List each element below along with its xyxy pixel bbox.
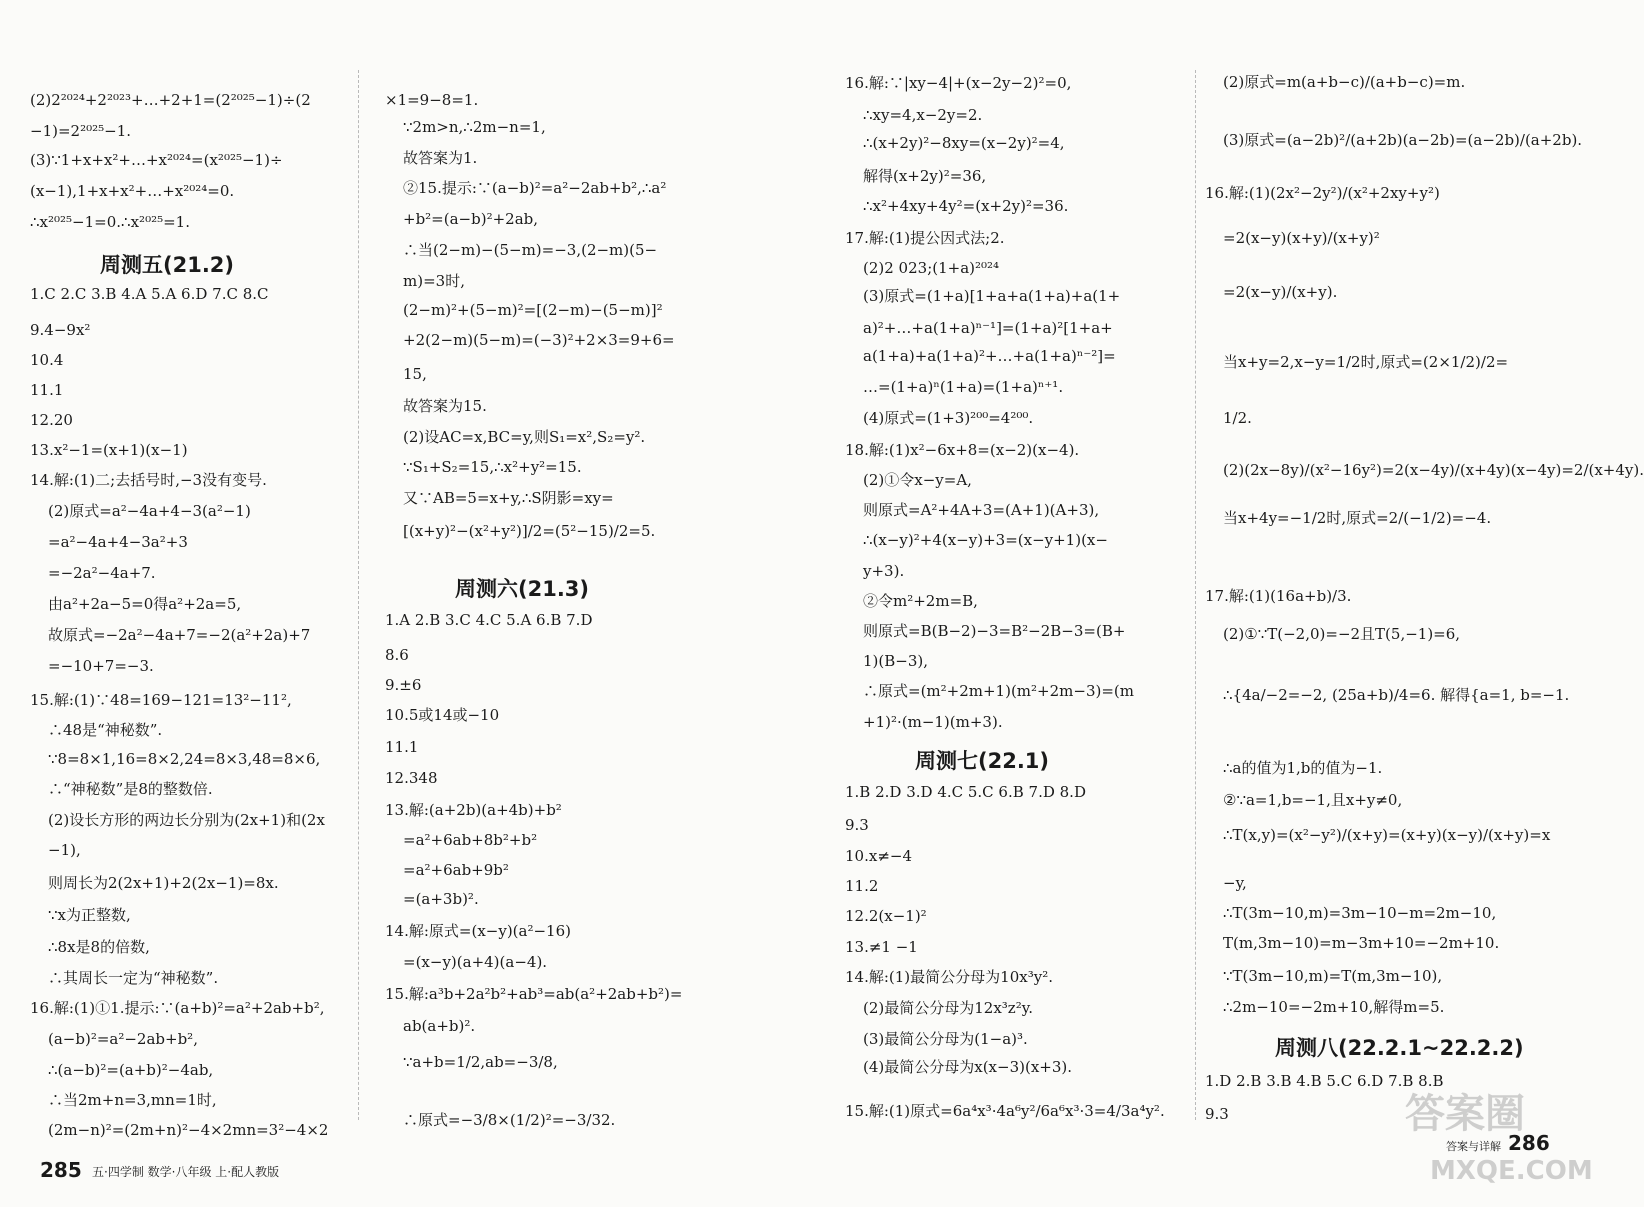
- answer-line: 1/2.: [1223, 409, 1252, 427]
- answer-line: 13.≠1 −1: [845, 938, 918, 956]
- answer-line: 10.4: [30, 351, 64, 369]
- answer-line: =(x−y)(a+4)(a−4).: [403, 953, 548, 971]
- answer-line: 又∵AB=5=x+y,∴S阴影=xy=: [403, 489, 614, 507]
- answer-line: 16.解:(1)(2x²−2y²)/(x²+2xy+y²): [1205, 184, 1440, 202]
- answer-line: 1.D 2.B 3.B 4.B 5.C 6.D 7.B 8.B: [1205, 1072, 1444, 1090]
- answer-line: +2(2−m)(5−m)=(−3)²+2×3=9+6=: [403, 331, 675, 349]
- answer-line: (2)①∵T(−2,0)=−2且T(5,−1)=6,: [1223, 625, 1461, 643]
- answer-line: 解得(x+2y)²=36,: [863, 167, 987, 185]
- answer-line: (2−m)²+(5−m)²=[(2−m)−(5−m)]²: [403, 301, 663, 319]
- answer-line: =a²−4a+4−3a²+3: [48, 533, 188, 551]
- answer-line: 9.4−9x²: [30, 321, 91, 339]
- section-heading: 周测八(22.2.1~22.2.2): [1275, 1036, 1524, 1060]
- answer-line: …=(1+a)ⁿ(1+a)=(1+a)ⁿ⁺¹.: [863, 378, 1064, 396]
- answer-line: 则原式=A²+4A+3=(A+1)(A+3),: [863, 501, 1100, 519]
- answer-line: 则周长为2(2x+1)+2(2x−1)=8x.: [48, 874, 279, 892]
- answer-line: ×1=9−8=1.: [385, 91, 479, 109]
- answer-line: (4)原式=(1+3)²⁰⁰=4²⁰⁰.: [863, 409, 1034, 427]
- answer-line: (2)设长方形的两边长分别为(2x+1)和(2x: [48, 811, 325, 829]
- section-heading: 周测七(22.1): [915, 749, 1050, 773]
- page-number-right: 286: [1508, 1131, 1550, 1155]
- answer-line: 18.解:(1)x²−6x+8=(x−2)(x−4).: [845, 441, 1080, 459]
- answer-line: 则原式=B(B−2)−3=B²−2B−3=(B+: [863, 622, 1126, 640]
- answer-line: +1)²·(m−1)(m+3).: [863, 713, 1003, 731]
- answer-line: 当x+y=2,x−y=1/2时,原式=(2×1/2)/2=: [1223, 353, 1509, 371]
- answer-line: ②15.提示:∵(a−b)²=a²−2ab+b²,∴a²: [403, 179, 667, 197]
- answer-line: ∴当2m+n=3,mn=1时,: [48, 1091, 217, 1109]
- footer-section-title: 答案与详解: [1446, 1140, 1501, 1153]
- answer-line: (2)最简公分母为12x³z²y.: [863, 999, 1033, 1017]
- answer-line: 12.2(x−1)²: [845, 907, 927, 925]
- answer-line: 16.解:∵|xy−4|+(x−2y−2)²=0,: [845, 74, 1072, 92]
- watermark-url: MXQE.COM: [1430, 1156, 1593, 1186]
- answer-line: ∴x²⁰²⁵−1=0.∴x²⁰²⁵=1.: [30, 213, 190, 231]
- answer-line: ∴48是“神秘数”.: [48, 721, 163, 739]
- answer-line: ∴(x−y)²+4(x−y)+3=(x−y+1)(x−: [863, 531, 1108, 549]
- answer-line: 9.±6: [385, 676, 422, 694]
- answer-line: 8.6: [385, 646, 409, 664]
- answer-line: 由a²+2a−5=0得a²+2a=5,: [48, 595, 242, 613]
- answer-line: 12.20: [30, 411, 73, 429]
- column-divider: [358, 70, 359, 1120]
- answer-line: =−10+7=−3.: [48, 657, 154, 675]
- answer-line: 14.解:原式=(x−y)(a²−16): [385, 922, 571, 940]
- answer-line: 11.2: [845, 877, 879, 895]
- answer-line: (4)最简公分母为x(x−3)(x+3).: [863, 1058, 1073, 1076]
- section-heading: 周测五(21.2): [100, 253, 235, 277]
- answer-line: 9.3: [1205, 1105, 1229, 1123]
- answer-line: 16.解:(1)①1.提示:∵(a+b)²=a²+2ab+b²,: [30, 999, 325, 1017]
- answer-line: a)²+…+a(1+a)ⁿ⁻¹]=(1+a)²[1+a+: [863, 319, 1113, 337]
- answer-line: =2(x−y)(x+y)/(x+y)²: [1223, 229, 1380, 247]
- answer-line: +b²=(a−b)²+2ab,: [403, 210, 539, 228]
- section-heading: 周测六(21.3): [455, 577, 590, 601]
- answer-line: =a²+6ab+9b²: [403, 861, 509, 879]
- answer-line: a(1+a)+a(1+a)²+…+a(1+a)ⁿ⁻²]=: [863, 347, 1116, 365]
- answer-line: 故原式=−2a²−4a+7=−2(a²+2a)+7: [48, 626, 311, 644]
- answer-line: ∵2m>n,∴2m−n=1,: [403, 118, 546, 136]
- answer-line: ∴T(3m−10,m)=3m−10−m=2m−10,: [1223, 904, 1497, 922]
- answer-line: (x−1),1+x+x²+…+x²⁰²⁴=0.: [30, 182, 235, 200]
- answer-line: −1),: [48, 841, 81, 859]
- answer-line: 10.x≠−4: [845, 847, 912, 865]
- footer-book-title: 五·四学制 数学·八年级 上·配人教版: [92, 1165, 280, 1179]
- column-divider: [1195, 70, 1196, 1120]
- answer-line: (3)∵1+x+x²+…+x²⁰²⁴=(x²⁰²⁵−1)÷: [30, 151, 283, 169]
- answer-line: 故答案为15.: [403, 397, 487, 415]
- answer-line: 17.解:(1)提公因式法;2.: [845, 229, 1005, 247]
- answer-line: 当x+4y=−1/2时,原式=2/(−1/2)=−4.: [1223, 509, 1492, 527]
- answer-line: ∴(a−b)²=(a+b)²−4ab,: [48, 1061, 214, 1079]
- answer-line: ∴“神秘数”是8的整数倍.: [48, 780, 213, 798]
- answer-line: 9.3: [845, 816, 869, 834]
- answer-line: ∴xy=4,x−2y=2.: [863, 106, 983, 124]
- answer-line: 17.解:(1)(16a+b)/3.: [1205, 587, 1352, 605]
- answer-line: (a−b)²=a²−2ab+b²,: [48, 1030, 198, 1048]
- answer-line: 11.1: [30, 381, 64, 399]
- answer-line: T(m,3m−10)=m−3m+10=−2m+10.: [1223, 934, 1500, 952]
- answer-line: −y,: [1223, 874, 1247, 892]
- answer-line: 1.C 2.C 3.B 4.A 5.A 6.D 7.C 8.C: [30, 285, 269, 303]
- answer-line: =(a+3b)².: [403, 890, 479, 908]
- answer-line: ∴a的值为1,b的值为−1.: [1223, 759, 1383, 777]
- answer-line: 14.解:(1)最简公分母为10x³y².: [845, 968, 1053, 986]
- answer-line: ②∵a=1,b=−1,且x+y≠0,: [1223, 791, 1403, 809]
- answer-line: (3)最简公分母为(1−a)³.: [863, 1030, 1028, 1048]
- answer-line: (2)2 023;(1+a)²⁰²⁴: [863, 259, 1000, 277]
- answer-line: ∵T(3m−10,m)=T(m,3m−10),: [1223, 967, 1443, 985]
- answer-line: (2m−n)²=(2m+n)²−4×2mn=3²−4×2: [48, 1121, 329, 1139]
- answer-line: ∴8x是8的倍数,: [48, 938, 150, 956]
- answer-line: ∴T(x,y)=(x²−y²)/(x+y)=(x+y)(x−y)/(x+y)=x: [1223, 826, 1551, 844]
- answer-line: ∵a+b=1/2,ab=−3/8,: [403, 1053, 558, 1071]
- answer-line: y+3).: [863, 562, 905, 580]
- answer-line: ∴(x+2y)²−8xy=(x−2y)²=4,: [863, 134, 1065, 152]
- answer-line: =−2a²−4a+7.: [48, 564, 156, 582]
- answer-line: (2)原式=m(a+b−c)/(a+b−c)=m.: [1223, 73, 1466, 91]
- answer-line: 1.A 2.B 3.C 4.C 5.A 6.B 7.D: [385, 611, 593, 629]
- answer-line: (3)原式=(a−2b)²/(a+2b)(a−2b)=(a−2b)/(a+2b).: [1223, 131, 1583, 149]
- answer-line: ∴{4a/−2=−2, (25a+b)/4=6. 解得{a=1, b=−1.: [1223, 686, 1570, 704]
- answer-line: −1)=2²⁰²⁵−1.: [30, 122, 132, 140]
- answer-line: 故答案为1.: [403, 149, 478, 167]
- answer-line: 15,: [403, 365, 427, 383]
- answer-line: ∵x为正整数,: [48, 906, 131, 924]
- page-number-left: 285: [40, 1158, 82, 1182]
- answer-line: 1)(B−3),: [863, 652, 929, 670]
- answer-line: ∵S₁+S₂=15,∴x²+y²=15.: [403, 458, 582, 476]
- answer-line: ∴当(2−m)−(5−m)=−3,(2−m)(5−: [403, 241, 658, 259]
- answer-line: 13.x²−1=(x+1)(x−1): [30, 441, 188, 459]
- answer-line: 15.解:(1)∵48=169−121=13²−11²,: [30, 691, 292, 709]
- answer-line: =a²+6ab+8b²+b²: [403, 831, 538, 849]
- answer-line: =2(x−y)/(x+y).: [1223, 283, 1338, 301]
- answer-line: (2)设AC=x,BC=y,则S₁=x²,S₂=y².: [403, 428, 646, 446]
- answer-line: 14.解:(1)二;去括号时,−3没有变号.: [30, 471, 267, 489]
- answer-line: (2)(2x−8y)/(x²−16y²)=2(x−4y)/(x+4y)(x−4y)=2/(x+4y).: [1223, 461, 1644, 479]
- answer-line: ab(a+b)².: [403, 1017, 476, 1035]
- answer-line: (3)原式=(1+a)[1+a+a(1+a)+a(1+: [863, 287, 1121, 305]
- answer-line: 12.348: [385, 769, 438, 787]
- answer-line: 15.解:a³b+2a²b²+ab³=ab(a²+2ab+b²)=: [385, 985, 683, 1003]
- answer-line: m)=3时,: [403, 272, 465, 290]
- answer-line: ②令m²+2m=B,: [863, 592, 978, 610]
- answer-line: 11.1: [385, 738, 419, 756]
- answer-line: ∴2m−10=−2m+10,解得m=5.: [1223, 998, 1445, 1016]
- answer-line: [(x+y)²−(x²+y²)]/2=(5²−15)/2=5.: [403, 522, 656, 540]
- answer-line: ∴x²+4xy+4y²=(x+2y)²=36.: [863, 197, 1069, 215]
- answer-line: ∴其周长一定为“神秘数”.: [48, 969, 219, 987]
- answer-line: (2)2²⁰²⁴+2²⁰²³+…+2+1=(2²⁰²⁵−1)÷(2: [30, 91, 311, 109]
- answer-line: 13.解:(a+2b)(a+4b)+b²: [385, 801, 562, 819]
- answer-line: 1.B 2.D 3.D 4.C 5.C 6.B 7.D 8.D: [845, 783, 1086, 801]
- answer-line: (2)原式=a²−4a+4−3(a²−1): [48, 502, 251, 520]
- answer-line: ∴原式=(m²+2m+1)(m²+2m−3)=(m: [863, 682, 1134, 700]
- watermark-logo: 答案圈: [1405, 1091, 1525, 1137]
- answer-line: ∵8=8×1,16=8×2,24=8×3,48=8×6,: [48, 750, 321, 768]
- answer-line: 10.5或14或−10: [385, 706, 500, 724]
- answer-line: (2)①令x−y=A,: [863, 471, 972, 489]
- answer-line: ∴原式=−3/8×(1/2)²=−3/32.: [403, 1111, 616, 1129]
- answer-line: 15.解:(1)原式=6a⁴x³·4a⁶y²/6a⁶x³·3=4/3a⁴y².: [845, 1102, 1165, 1120]
